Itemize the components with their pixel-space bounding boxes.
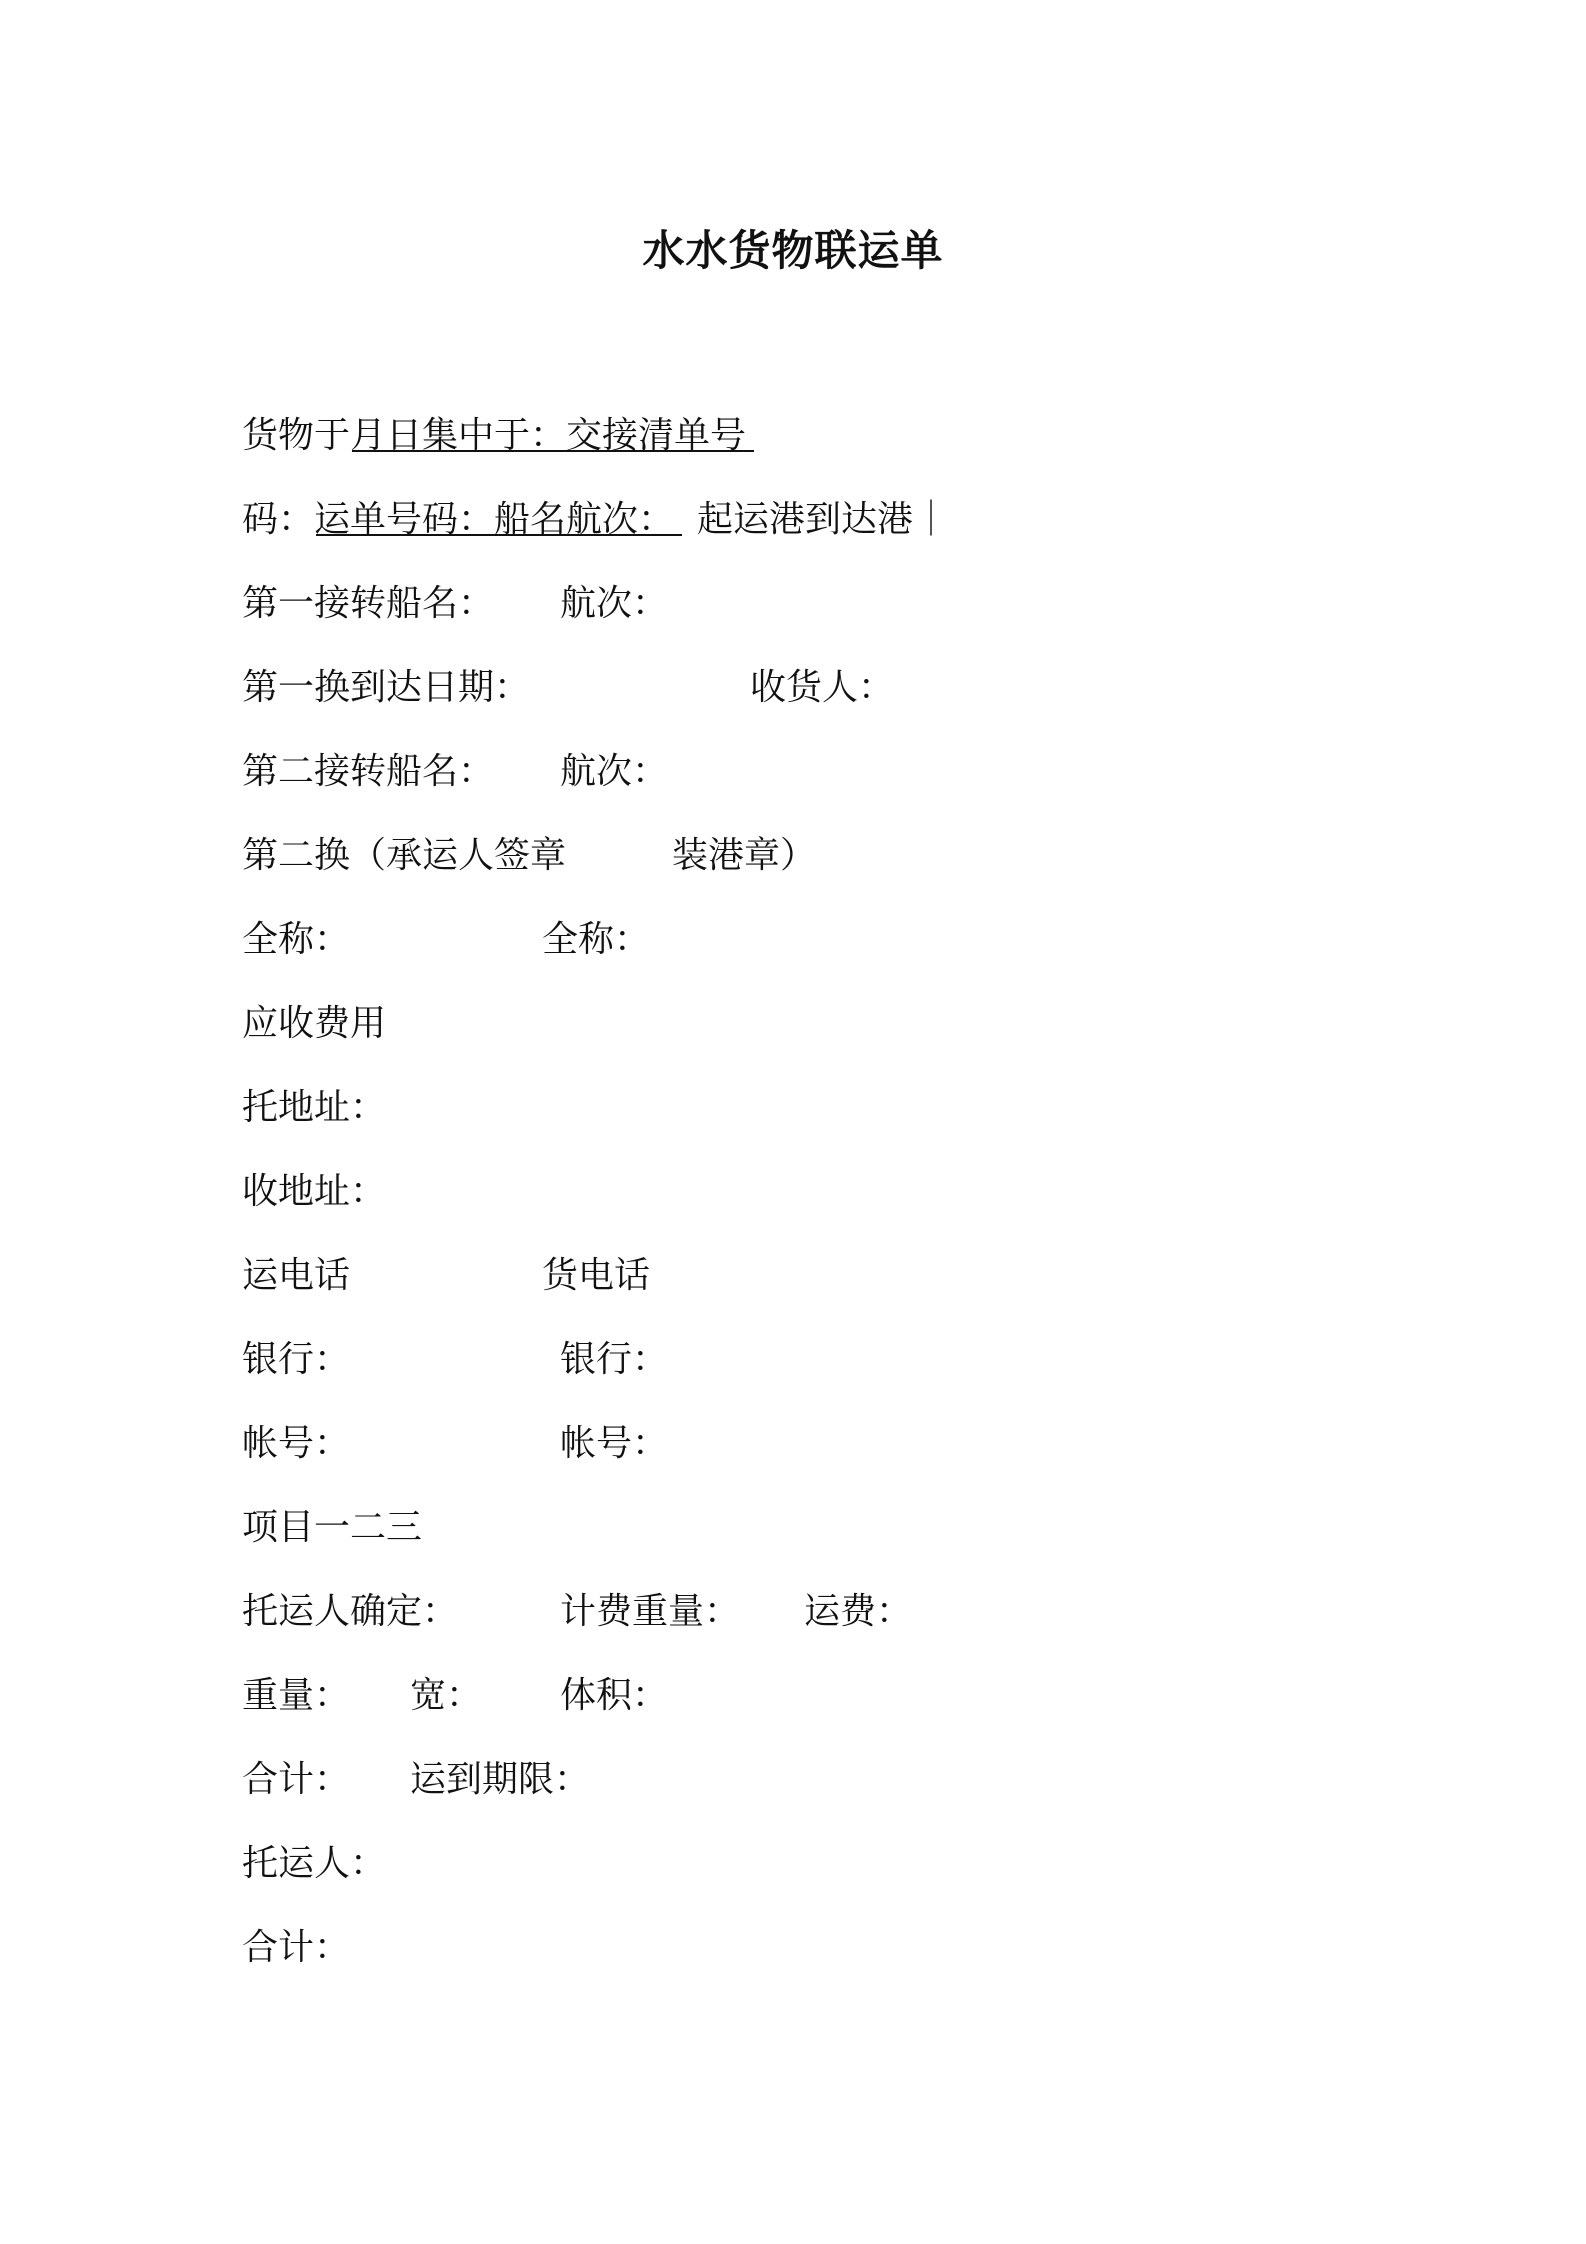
ship-voyage-label: 船名航次： [494, 499, 675, 540]
total-label-2: 合计： [242, 1927, 351, 1968]
full-name-label-1: 全称： [242, 919, 351, 960]
second-voyage-label: 航次： [560, 751, 669, 792]
line-goods-date [242, 404, 1352, 488]
code-label: 码： [242, 499, 315, 540]
line-dimensions [242, 1664, 1352, 1748]
freight-label: 运费： [804, 1591, 913, 1632]
line-receivable-fees [242, 992, 1352, 1076]
bank-label-2: 银行： [560, 1339, 669, 1380]
port-stamp-label: 装港章） [672, 835, 817, 876]
gathered-at-label: 日集中于： [386, 415, 567, 456]
line-banks [242, 1328, 1352, 1412]
total-label-1: 合计： [242, 1759, 351, 1800]
document-title: 水水货物联运单 [642, 226, 944, 275]
volume-label: 体积： [560, 1675, 669, 1716]
bank-label-1: 银行： [242, 1339, 351, 1380]
first-transfer-ship-label: 第一接转船名： [242, 583, 495, 624]
gathered-at-blank[interactable] [568, 404, 754, 452]
weight-label: 重量： [242, 1675, 351, 1716]
goods-at-label: 货物于 [242, 415, 351, 456]
items-label: 项目一二三 [242, 1507, 423, 1548]
line-shipper-confirm [242, 1580, 1352, 1664]
waybill-number-label: 运单号码： [314, 499, 495, 540]
full-name-label-2: 全称： [542, 919, 651, 960]
line-shipper [242, 1832, 1352, 1916]
billing-weight-label: 计费重量： [560, 1591, 741, 1632]
account-label-1: 帐号： [242, 1423, 351, 1464]
line-full-name [242, 908, 1352, 992]
carrier-phone-label: 运电话 [242, 1255, 351, 1296]
shipper-address-label: 托地址： [242, 1087, 387, 1128]
line-items [242, 1496, 1352, 1580]
line-shipper-address [242, 1076, 1352, 1160]
line-first-arrival [242, 656, 1352, 740]
waybill-number-blank[interactable] [496, 488, 682, 536]
consignee-label: 收货人： [750, 667, 895, 708]
line-second-transfer-ship [242, 740, 1352, 824]
first-arrival-date-label: 第一换到达日期： [242, 667, 531, 708]
receivable-fees-label: 应收费用 [242, 1003, 387, 1044]
shipper-confirm-label: 托运人确定： [242, 1591, 459, 1632]
goods-phone-label: 货电话 [542, 1255, 651, 1296]
handover-list-label: 交接清单号 [566, 415, 747, 456]
line-waybill-text [242, 499, 949, 540]
handover-number-blank[interactable] [316, 488, 502, 536]
day-blank[interactable] [388, 404, 574, 452]
line-total-deadline [242, 1748, 1352, 1832]
line-waybill [242, 488, 1352, 572]
second-transfer-ship-label: 第二接转船名： [242, 751, 495, 792]
ports-label: 起运港到达港｜ [696, 499, 949, 540]
month-label: 月 [350, 415, 387, 456]
delivery-deadline-label: 运到期限： [410, 1759, 591, 1800]
shipper-label: 托运人： [242, 1843, 387, 1884]
line-total [242, 1916, 1352, 2000]
line-first-transfer-ship [242, 572, 1352, 656]
line-consignee-address [242, 1160, 1352, 1244]
document-body [242, 404, 1352, 2000]
line-accounts [242, 1412, 1352, 1496]
line-goods-date-text [242, 415, 746, 456]
carrier-stamp-label: 第二换（承运人签章 [242, 835, 567, 876]
line-phones [242, 1244, 1352, 1328]
consignee-address-label: 收地址： [242, 1171, 387, 1212]
account-label-2: 帐号： [560, 1423, 669, 1464]
width-label: 宽： [410, 1675, 483, 1716]
first-voyage-label: 航次： [560, 583, 669, 624]
line-second-stamp [242, 824, 1352, 908]
